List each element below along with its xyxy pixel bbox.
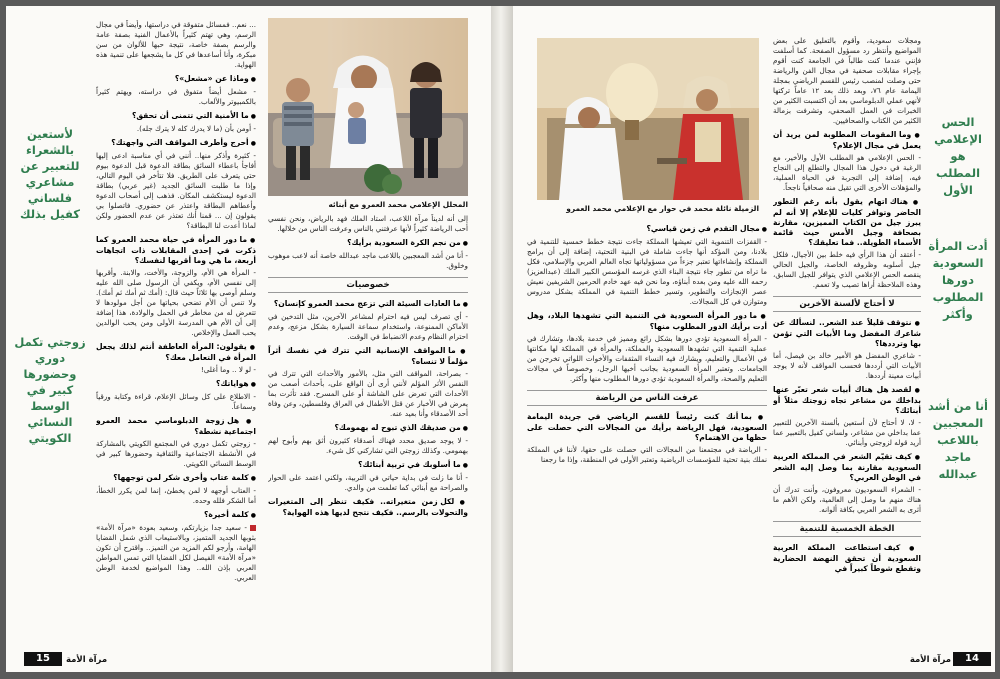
pull-quote: الحس الإعلامي هو المطلب الأول — [934, 115, 982, 197]
answer: - الشعراء السعوديون معروفون، وأنت تدرك أن هناك منهم ما وصل إلى العالمية، ولكن الأهم ما أثرى به الشعر العربي بكافة ألوانه. — [773, 485, 921, 514]
question: ● يقولون: المرأة العاطفة أنتم لذلك يجعل المرأة في التعامل معك؟ — [96, 342, 256, 363]
question: ● ما دور المرأة في حياة محمد العمرو كما ذكرت في إحدى المقابلات ذات اتجاهات أربعة، ما هي وما أقربها لنفسك؟ — [96, 235, 256, 266]
answer: - أومن بأن (ما لا يدرك كله لا يترك جله). — [136, 124, 256, 133]
column-right — [773, 36, 921, 642]
sidebar-quote-women — [927, 238, 989, 323]
question: ● من نجم الكرة السعودية برأيك؟ — [268, 238, 468, 249]
answer: - أي تصرف ليس فيه احترام لمشاعر الآخرين، مثل التدخين في الأماكن الممنوعة، واستخدام سماعة السيارة بشكل مزعج، وعدم احترام النظام وعدم الانضباط في الوقت. — [268, 312, 468, 341]
section-heading-others: لا أحتاج لألسنة الآخرين — [773, 296, 921, 312]
interview-photo-image — [537, 38, 759, 200]
family-photo-caption: المحلل الإعلامي محمد العمرو مع أبنائه — [328, 200, 468, 209]
section-heading-plans: الخطة الخمسية للتنمية — [773, 521, 921, 537]
section-heading-sport: عرفت الناس من الرياضة — [527, 390, 767, 406]
question: ● هناك اتهام يقول بأنه رغم التطور الحاضر وتوافر كليات للإعلام إلا أنه لم يبرز جيل من الكتاب المميزين، مقارنة بصحافة وجيل الأمس حيث قائمة الأسماء الطويلة.. فما تعليقك؟ — [773, 197, 921, 248]
answer: - أنا من أشد المعجبين باللاعب ماجد عبدالله خاصة أنه لاعب موهوب وخلوق. — [268, 251, 468, 270]
answer: - الرياضة في مجتمعنا من المجالات التي حصلت على حقها، لأننا في المملكة نملك بنية تحتية للمؤسسات الرياضية وتعتبر الأولى في المنطقة، وإذا ما رجعنا — [527, 445, 767, 464]
family-photo-image — [268, 18, 468, 196]
sidebar-quote-wife — [14, 334, 86, 446]
answer: - المرأة السعودية تؤدي دورها بشكل رائع ومميز في خدمة بلادها، وتشارك في عملية التنمية التي تشهدها السعودية والمملكة، والمرأة في المملكة لها مكانتها في الأعمال والتعليم، ويشارك فيه النساء المثقفات والأخوات اللواتي تخرجن من الجامعات. وتعتبر المرأة السعودية بجانب أخيها الرجل، وخصوصاً في مجالات التعليم والصحة، والمرأة السعودية تؤدي دورها المطلوب منها وأكثر. — [527, 334, 767, 383]
answer-text: - سعيد جدا بزيارتكم، وسعيد بعودة «مرآة الأمة» بثوبها الجديد المتميز، وبالاستيعاب الذي شمل القضايا الهامة، وأرجو لكم المزيد من التميز.. واقترح أن تكون «مرآة الأمة» الفيصل لكل القضايا التي تمس المواطن العربي بإذن الله.. وهذا المواضيع لخدمة الوطن العربي. — [96, 523, 256, 582]
answer: - أنا ما زلت في بداية حياتي في التربية، ولكني اعتمد على الحوار والصراحة مع أبنائي كما تعلمت من والدي. — [268, 473, 468, 492]
question: ● من صديقك الذي تبوح له بهمومك؟ — [268, 423, 468, 434]
answer: - شاعري المفضل هو الأمير خالد بن فيصل، أما الأبيات التي أرددها فحسب المواقف لأنه لا يوجد أبيات معينة أرددها. — [773, 351, 921, 380]
page-15 — [6, 6, 491, 672]
column-middle — [268, 214, 468, 642]
sidebar-quote-media — [927, 114, 989, 199]
sidebar-quote-player — [927, 398, 989, 483]
question: ● نتوقف قليلاً عند الشعر.. لنسألك عن شاعرك المفضل وما الأبيات التي تؤمن بها وترددها؟ — [773, 318, 921, 349]
magazine-name: مرآة الأمة — [909, 655, 951, 665]
page-14 — [513, 6, 995, 672]
answer: - لو لا .. وما أغلى! — [200, 365, 256, 374]
pull-quote: أدت المرأة السعودية دورها المطلوب وأكثر — [928, 239, 988, 321]
paragraph: ... نعم.. فمسائل متفوقة في دراستها، وأيضاً في مجال الرسم، وهي تهتم كثيراً بالأعمال الفنية بصفة عامة والرسم بصفة خاصة، نتيجة حبها للألوان من سن مبكرة، وأنا أساعدها في كل ما يشجعها على تنمية هذه الهواية. — [96, 20, 256, 69]
answer: - لا، لا أحتاج لأن أستعين بألسنة الآخرين للتعبير عما بداخلي من مشاعر، ولساني كفيل بالتعبير عما أريد قوله لزوجتي وأبنائي. — [773, 418, 921, 447]
paragraph: ومجلات سعودية، وأقوم بالتعليق على بعض المواضيع وأنتظر رد مسؤول الصفحة. كما أسلفت فإنني عندما كنت طالباً في الجامعة كنت أقوم بإجراء مقابلات صحفية في مجال الفن والرياضة حتى وصلت لمنصب رئيس للقسم الرياضي بمجلة اليمامة عام ٧٦، وبعد ذلك بعد ١٢ عاماً تركتها لأنهي عملي الدبلوماسي بعد أن اكتسبت الكثير من الخبرات في العمل الصحفي، وتشرفت بزمالة الكثير من الكتاب والصحافيين. — [773, 36, 921, 125]
question: ● بما أنك كنت رئيساً للقسم الرياضي في جريدة اليمامة السعودية، فهل الرياضة برأيك من المجالات التي حصلت على حظها من الاهتمام؟ — [527, 412, 767, 443]
answer: - أعتقد أن هذا الرأي فيه خلط بين الأجيال، فلكل جيل أسلوبه وظروفه الخاصة، والجيل الحالي ينقصه الحس الإعلامي الذي يتوافر للجيل السابق، وهذه الملاحظة أراها تصيب ولا تعمم. — [773, 250, 921, 289]
pull-quote: لأستعين بالشعراء للتعبير عن مشاعري فلساني كفيل بذلك — [20, 127, 80, 221]
question: ● كيف استطاعت المملكة العربية السعودية أن تحقق النهضة الحضارية وتقطع شوطاً كبيراً في — [773, 543, 921, 574]
interview-photo — [537, 38, 759, 200]
question: ● لقصد هل هناك أبيات شعر تعبّر عنها بداخلك من مشاعر تجاه زوجتك مثلاً أو أبنائك؟ — [773, 385, 921, 416]
section-heading-private: خصوصيات — [268, 277, 468, 293]
page-footer — [6, 646, 491, 672]
answer: - المرأة هي الأم، والزوجة، والأخت، والابنة. وأقربها إلى نفسي الأم، ويكفي أن الرسول صلى الله عليه وسلم أوصى بها ثلاثاً حيث قال: (أمك ثم أمك ثم أمك). ولا تنس أن الأم تضحي بحياتها من أجل مولودها لا تتعرض له من مخاطر في الحمل والولادة، هذا إضافة إلى أن الأم هي المدرسة الأولى ومن يحب الوالدين يحب العمل والإخلاص. — [96, 268, 256, 337]
answer: - مشعل أيضاً متفوق في دراسته، ويهتم كثيراً بالكمبيوتر والألعاب. — [96, 87, 256, 106]
spine — [491, 6, 513, 672]
magazine-name: مرآة الأمة — [66, 655, 108, 665]
question: ● ما العادات السيئة التي تزعج محمد العمرو كإنسان؟ — [268, 299, 468, 310]
question: ● لكل زمن متغيراته.. فكيف تنظر إلى المتغيرات والتحولات بالرسم.. فكيف نتجح لديها هذه الهواية؟ — [268, 497, 468, 518]
pull-quote: زوجتي تكمل دوري وحضورها كبير في الوسط النسائي الكويتي — [14, 335, 86, 445]
answer: - كثيرة وأذكر منها.. أنني في أي مناسبة ادعى إليها أفاجأ باعطاء السائق بطاقة الدعوة قبل الدعوة بيوم حتى يتعرف على الطريق. فلا تتأخر في اليوم التالي، وإذا ما طلبت السائق الجديد (غير عربي) بطاقة الدعوة ليستكشف المكان. فذهب إلى أصحاب الدعوة وأعطاهم البطاقة واعتذر عن حضوري. فاتصلوا بي يقولون إن ... قمنا أنك تعتذر عن عدم الحضور ولكن لماذا أعدت لنا البطاقة؟ — [96, 151, 256, 230]
question: ● وماذا عن «مشعل»؟ — [96, 74, 256, 85]
pull-quote: أنا من أشد المعجبين باللاعب ماجد عبدالله — [928, 399, 988, 481]
column-left — [96, 20, 256, 642]
question: ● كلمة أخيرة؟ — [96, 510, 256, 521]
answer: - الاطلاع على كل وسائل الإعلام، قراءة وكتابة ورقياً وسماعاً. — [96, 392, 256, 411]
question: ● ما الأمنية التي تتمنى أن تحقق؟ — [96, 111, 256, 122]
question: ● أحرج وأطرف المواقف التي واجهتك؟ — [96, 138, 256, 149]
page-number: 14 — [953, 652, 991, 666]
end-mark — [250, 525, 256, 531]
question: ● هل زوجة الدبلوماسي محمد العمرو اجتماعية نشطة؟ — [96, 416, 256, 437]
question: ● ما المواقف الإنسانية التي تترك في نفسك أثراً مؤلماً لا تنساه؟ — [268, 346, 468, 367]
question: ● كيف تقيّم الشعر في المملكة العربية السعودية مقارنة بما وصل إليه الشعر في الوطن العربي؟ — [773, 452, 921, 483]
answer — [96, 523, 256, 583]
sidebar-quote-poets — [14, 126, 86, 222]
question: ● مجال التقدم في زمن قياسي؟ — [527, 224, 767, 235]
page-number: 15 — [24, 652, 62, 666]
answer: - لا يوجد صديق محدد فهناك أصدقاء كثيرون أثق بهم وأبوح لهم بهمومي. وكذلك زوجتي التي تشاركني كل شيء. — [268, 436, 468, 455]
question: ● كلمة عتاب وأخرى شكر لمن توجهها؟ — [96, 473, 256, 484]
question: ● هواياتك؟ — [96, 379, 256, 390]
question: ● ما أسلوبك في تربية أبنائك؟ — [268, 460, 468, 471]
answer: - زوجتي تكمل دوري في المجتمع الكويتي بالمشاركة في الأنشطة الاجتماعية والثقافية وحضورها كبير في الوسط النسائي الكويتي. — [96, 439, 256, 468]
answer: - العتاب أوجهه لا لمن يخطئ، إنما لمن يكرر الخطأ، أما الشكر فلله وحده. — [96, 486, 256, 505]
answer: - القفزات التنموية التي تعيشها المملكة جاءت نتيجة خطط خمسية للتنمية في بلادنا، ومن المؤكد أنها جاءت شاملة في البنية التحتية، إضافة إلى أن برامج المملكة وإنشاءاتها تعتبر جزءاً من مسؤولياتها تجاه العالم العربي والإسلامي، فكل ما تراه من تطور جاء نتيجة البناء الذي غرسه المؤسس الكبير الملك (عبدالعزيز) رحمه الله عليه ومن بعده أبناؤه، وما نحن فيه عهد خادم الحرمين الشريفين نعيش عصر الإنجازات والتطوير، وتسير خطط التنمية في المملكة بشكل مدروس ومتوازن في كل المجالات. — [527, 237, 767, 306]
page-footer — [513, 646, 995, 672]
answer: - بصراحة، المواقف التي مثل، بالأمور والأحداث التي تترك في النفس الأثر المؤلم لأنني أرى أن الواقع على، بأحداث أصعب من الأحداث التي تعرض على الشاشة أو على المسرح. فقد تأثرت بما يعرض في الأخبار عن قتل الأطفال في العراق وفلسطين، وعن وفاة أحد الأصدقاء وأنا بعيد عنه. — [268, 369, 468, 418]
interview-photo-caption: الزميلة نائلة محمد في حوار مع الإعلامي محمد العمرو — [566, 204, 759, 213]
question: ● ما دور المرأة السعودية في التنمية التي تشهدها البلاد، وهل أدت برأيك الدور المطلوب منها؟ — [527, 311, 767, 332]
column-left — [527, 220, 767, 640]
paragraph: إلى أنه لديناً مرآة اللاعب، استاد الملك فهد بالرياض، ونحن نفسي أحب الرياضة كثيراً لأنها عرفتني بالناس وعرفت الناس من خلالها. — [268, 214, 468, 233]
family-photo — [268, 18, 468, 196]
answer: - الحس الإعلامي هو المطلب الأول والأخير، مع الرغبة في دخول هذا المجال والتطلع إلى النجاح فيه، إضافة إلى التجربة في الحياة العملية، والمؤهلات الأخرى التي تقيل منه صحافياً ناجحاً. — [773, 153, 921, 192]
question: ● وما المقومات المطلوبة لمن يريد أن يعمل في مجال الإعلام؟ — [773, 130, 921, 151]
